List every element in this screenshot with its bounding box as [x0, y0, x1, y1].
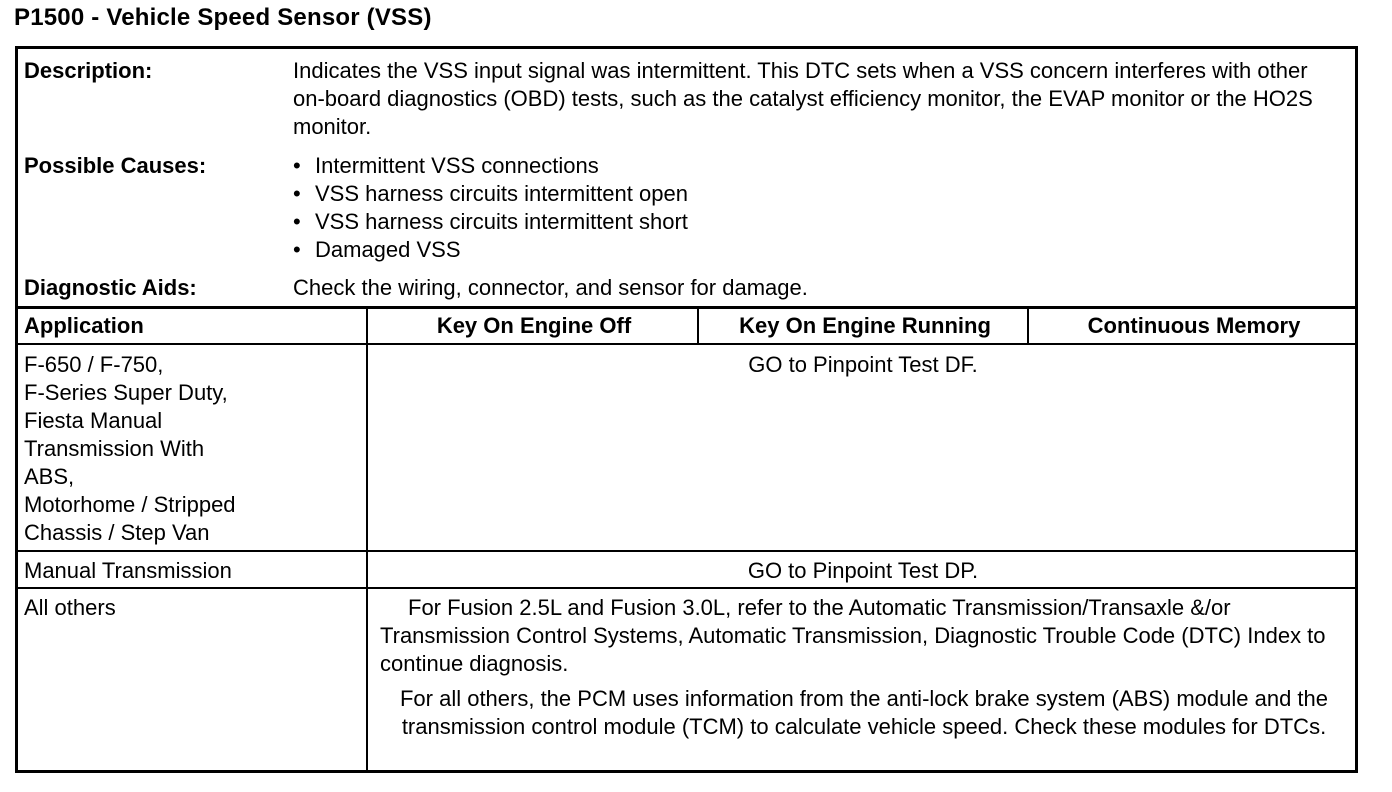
- row-divider: [18, 343, 1355, 345]
- row-action: GO to Pinpoint Test DF.: [748, 352, 978, 377]
- possible-causes-list: [293, 152, 1333, 264]
- cause-item: • VSS harness circuits intermittent open: [293, 181, 688, 206]
- header-application: Application: [24, 313, 144, 338]
- diagnostic-aids-text: Check the wiring, connector, and sensor for damage.: [293, 275, 808, 300]
- header-continuous-memory: Continuous Memory: [1087, 313, 1301, 338]
- description-label: Description:: [24, 58, 153, 83]
- dtc-info-section: [18, 49, 1355, 309]
- cause-item: • VSS harness circuits intermittent short: [293, 209, 688, 234]
- column-divider: [697, 306, 699, 344]
- row-divider: [18, 550, 1355, 552]
- row-divider: [18, 587, 1355, 589]
- cause-item: • Intermittent VSS connections: [293, 153, 599, 178]
- dtc-frame: [15, 46, 1358, 773]
- diagnostic-aids-label: Diagnostic Aids:: [24, 275, 197, 300]
- description-text: Indicates the VSS input signal was intermittent. This DTC sets when a VSS concern interferes with other on-board diagnostics (OBD) tests, such as the catalyst efficiency monitor, the EVAP monitor or the HO2S monitor.: [293, 58, 1313, 139]
- action-paragraph: For all others, the PCM uses information from the anti-lock brake system (ABS) module and the transmission control module (TCM) to calculate vehicle speed. Check these modules for DTCs.: [399, 686, 1329, 739]
- header-key-on-engine-running: Key On Engine Running: [739, 313, 991, 338]
- row-application: All others: [24, 595, 116, 620]
- cause-item: • Damaged VSS: [293, 237, 461, 262]
- row-application: F-650 / F-750, F-Series Super Duty, Fiesta Manual Transmission With ABS, Motorhome / Stripped Chassis / Step Van: [24, 352, 236, 545]
- row-action: GO to Pinpoint Test DP.: [747, 558, 979, 583]
- possible-causes-label: Possible Causes:: [24, 153, 207, 178]
- header-key-on-engine-off: Key On Engine Off: [436, 313, 632, 338]
- row-application: Manual Transmission: [24, 558, 232, 583]
- row-action: [380, 594, 1348, 741]
- column-divider: [1027, 306, 1029, 344]
- page-title: P1500 - Vehicle Speed Sensor (VSS): [14, 4, 432, 31]
- action-paragraph: For Fusion 2.5L and Fusion 3.0L, refer to the Automatic Transmission/Transaxle &/or Transmission Control Systems, Automatic Transmission, Diagnostic Trouble Code (DTC) Index to continue diagnosis.: [380, 595, 1326, 676]
